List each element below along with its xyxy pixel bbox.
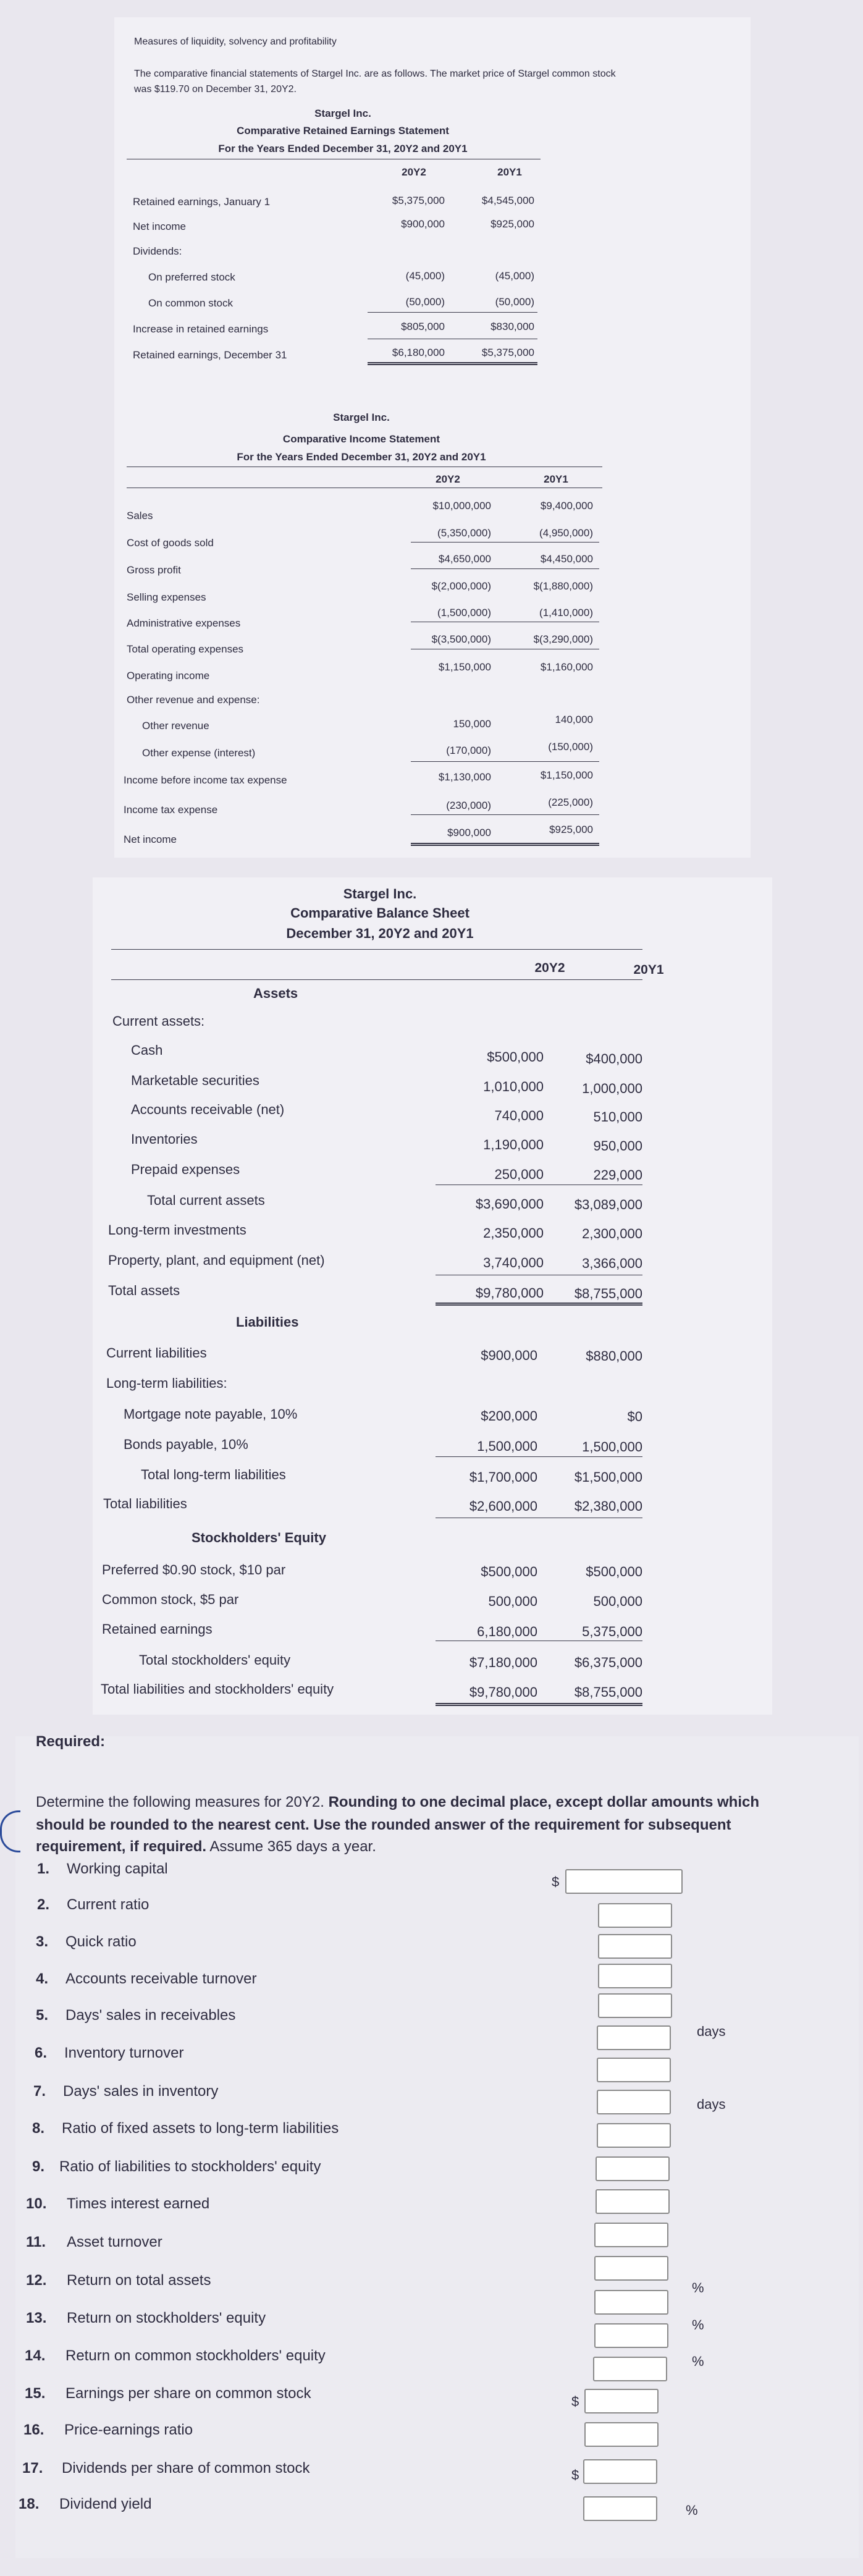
is-row-v2: $(1,880,000)	[533, 580, 593, 592]
is-rule	[411, 761, 599, 762]
bs-row-v1: 3,740,000	[483, 1255, 544, 1270]
bs-row-v2: 950,000	[593, 1138, 642, 1154]
bs-row-label: Total stockholders' equity	[139, 1652, 291, 1668]
is-row-label: Income before income tax expense	[124, 774, 287, 786]
bs-row-v1: $900,000	[481, 1348, 537, 1363]
bs-row-v1: 1,500,000	[477, 1438, 537, 1454]
bs-period: December 31, 20Y2 and 20Y1	[286, 926, 474, 941]
re-row-v1: (50,000)	[405, 296, 445, 308]
bs-company: Stargel Inc.	[343, 886, 417, 902]
re-double-rule	[368, 362, 537, 365]
bs-liabilities-heading: Liabilities	[236, 1314, 299, 1330]
is-row-label: Administrative expenses	[127, 617, 241, 629]
is-row-label: Sales	[127, 510, 153, 522]
is-row-v2: (225,000)	[548, 796, 593, 808]
bs-row-v2: 1,000,000	[582, 1081, 642, 1096]
required-instructions-line1	[36, 1795, 759, 1810]
bs-row-v2: $880,000	[586, 1348, 642, 1364]
bs-row-v1: $3,690,000	[475, 1196, 544, 1212]
return-common-equity-input[interactable]	[594, 2290, 668, 2315]
req-label: Dividend yield	[59, 2496, 152, 2512]
is-double-rule	[411, 843, 599, 846]
bs-row-label: Total liabilities and stockholders' equity	[101, 1681, 334, 1697]
re-row-label: On preferred stock	[148, 271, 235, 283]
is-row-label: Cost of goods sold	[127, 537, 214, 549]
bs-row-v1: 740,000	[494, 1108, 544, 1123]
req-label: Current ratio	[67, 1896, 149, 1913]
bs-row-v2: 1,500,000	[582, 1439, 642, 1455]
req-label: Return on stockholders' equity	[67, 2310, 266, 2326]
bs-row-label: Inventories	[131, 1131, 198, 1147]
times-interest-earned-input[interactable]	[596, 2156, 670, 2181]
is-row-v1: $(2,000,000)	[431, 580, 491, 592]
liabilities-equity-ratio-input[interactable]	[597, 2123, 671, 2148]
req-label: Return on common stockholders' equity	[65, 2347, 326, 2364]
req-number: 15.	[25, 2385, 46, 2402]
is-row-v2: $1,150,000	[540, 769, 593, 781]
req-number: 17.	[22, 2460, 43, 2477]
re-subtotal-rule	[368, 312, 537, 313]
re-title: Comparative Retained Earnings Statement	[237, 125, 449, 137]
required-instructions-line3	[36, 1839, 376, 1854]
bs-row-v2: $6,375,000	[574, 1655, 642, 1670]
req-label: Dividends per share of common stock	[62, 2460, 310, 2477]
is-row-v2: 140,000	[555, 714, 593, 725]
bs-row-label: Current liabilities	[106, 1345, 207, 1361]
bs-row-v2: $8,755,000	[574, 1684, 642, 1700]
is-row-v1: $(3,500,000)	[431, 633, 491, 645]
bs-rule	[436, 1456, 642, 1457]
req-prefix: $	[571, 2467, 579, 2483]
bs-row-label: Mortgage note payable, 10%	[124, 1406, 298, 1422]
bs-row-label: Total assets	[108, 1283, 180, 1298]
is-row-v1: (170,000)	[446, 745, 491, 756]
bs-row-v1: $500,000	[487, 1049, 544, 1065]
req-label: Asset turnover	[67, 2234, 162, 2250]
eps-common-input[interactable]	[594, 2323, 668, 2348]
is-row-v2: (1,410,000)	[539, 607, 593, 619]
req-suffix: %	[692, 2317, 704, 2333]
re-row-v1: $6,180,000	[392, 347, 445, 358]
bs-assets-heading: Assets	[253, 986, 298, 1001]
required-instructions-line2: should be rounded to the nearest cent. Use the rounded answer of the requirement for subsequent	[36, 1817, 731, 1833]
bs-double-rule	[436, 1703, 642, 1706]
is-period: For the Years Ended December 31, 20Y2 and 20Y1	[237, 451, 486, 463]
bs-row-v2: $8,755,000	[574, 1286, 642, 1301]
bs-row-v1: $1,700,000	[469, 1469, 537, 1485]
is-row-v1: $1,130,000	[438, 771, 491, 783]
bs-row-v1: 6,180,000	[477, 1624, 537, 1639]
is-row-v2: $925,000	[549, 824, 593, 835]
bs-row-v1: $7,180,000	[469, 1655, 537, 1670]
re-col2-header: 20Y1	[497, 166, 522, 178]
required-heading: Required:	[36, 1733, 106, 1750]
req-suffix: days	[697, 2024, 726, 2039]
bs-row-v1: 2,350,000	[483, 1225, 544, 1241]
bs-row-label: Cash	[131, 1042, 163, 1058]
req-label: Price-earnings ratio	[64, 2422, 193, 2438]
bs-long-term-label: Long-term liabilities:	[106, 1375, 227, 1391]
price-earnings-amount-input[interactable]	[584, 2422, 659, 2447]
dividend-yield-input[interactable]	[583, 2496, 657, 2521]
req-number: 13.	[26, 2310, 47, 2326]
bs-title: Comparative Balance Sheet	[290, 905, 469, 921]
req-label: Working capital	[67, 1860, 168, 1877]
req-label: Accounts receivable turnover	[65, 1970, 257, 1987]
bs-header-rule	[111, 949, 642, 950]
is-row-label: Total operating expenses	[127, 643, 244, 655]
bs-row-label: Total long-term liabilities	[141, 1467, 286, 1482]
is-title: Comparative Income Statement	[282, 433, 440, 445]
quick-ratio-input[interactable]	[598, 1934, 672, 1959]
req-number: 4.	[36, 1970, 49, 1987]
bs-col-rule	[111, 979, 642, 980]
is-row-v2: $4,450,000	[540, 553, 593, 565]
eps-common-amount-input[interactable]	[584, 2389, 659, 2413]
re-col1-header: 20Y2	[402, 166, 426, 178]
re-row-label: On common stock	[148, 297, 233, 309]
req-label: Earnings per share on common stock	[65, 2385, 311, 2402]
re-row-v2: $830,000	[490, 321, 534, 332]
re-row-v1: $805,000	[401, 321, 445, 332]
re-row-v2: $5,375,000	[481, 347, 534, 358]
req-number: 11.	[26, 2234, 46, 2250]
fixed-assets-ratio-input[interactable]	[597, 2090, 671, 2114]
req-number: 1.	[37, 1860, 50, 1877]
req-suffix: days	[697, 2097, 726, 2112]
bs-row-v1: $9,780,000	[475, 1285, 544, 1301]
bs-current-assets-label: Current assets:	[112, 1013, 205, 1029]
is-row-v2: $1,160,000	[540, 661, 593, 673]
is-row-label: Net income	[124, 834, 177, 845]
req-number: 14.	[25, 2347, 46, 2364]
bs-row-v2: $500,000	[586, 1564, 642, 1579]
re-row-v1: (45,000)	[405, 270, 445, 282]
bs-row-label: Bonds payable, 10%	[124, 1437, 248, 1452]
re-company: Stargel Inc.	[314, 108, 371, 119]
intro-title: Measures of liquidity, solvency and profitability	[134, 36, 337, 47]
req-number: 2.	[37, 1896, 50, 1913]
bs-row-v1: $9,780,000	[469, 1684, 537, 1700]
is-row-label: Selling expenses	[127, 591, 206, 603]
re-row-label: Increase in retained earnings	[133, 323, 269, 335]
bs-row-v2: 229,000	[593, 1167, 642, 1183]
bs-row-v1: 1,010,000	[483, 1079, 544, 1094]
asset-turnover-input[interactable]	[596, 2189, 670, 2214]
req-number: 12.	[26, 2272, 47, 2289]
bs-row-v2: $2,380,000	[574, 1498, 642, 1514]
is-company: Stargel Inc.	[333, 412, 390, 423]
req-label: Times interest earned	[67, 2195, 210, 2212]
instr-plain: Determine the following measures for 20Y2.	[36, 1794, 329, 1810]
req-number: 8.	[32, 2120, 45, 2137]
req-number: 16.	[23, 2422, 44, 2438]
bs-row-label: Long-term investments	[108, 1222, 246, 1238]
bs-double-rule	[436, 1303, 642, 1306]
is-rule	[411, 542, 599, 543]
is-row-v1: $1,150,000	[438, 661, 491, 673]
req-label: Quick ratio	[65, 1933, 137, 1950]
bs-row-label: Common stock, $5 par	[102, 1592, 239, 1607]
req-suffix: %	[686, 2502, 698, 2518]
ar-turnover-input[interactable]	[598, 1964, 672, 1988]
bs-row-v2: $3,089,000	[574, 1197, 642, 1212]
is-row-label: Income tax expense	[124, 804, 218, 816]
re-row-v1: $5,375,000	[392, 195, 445, 206]
is-row-v2: (150,000)	[548, 741, 593, 753]
bs-row-v2: $1,500,000	[574, 1469, 642, 1485]
bs-row-label: Retained earnings	[102, 1621, 213, 1637]
bs-row-label: Marketable securities	[131, 1073, 259, 1088]
bs-row-label: Total current assets	[147, 1193, 265, 1208]
return-total-assets-input[interactable]	[594, 2223, 668, 2247]
bs-col1-header: 20Y2	[534, 961, 565, 975]
is-row-label: Other expense (interest)	[142, 747, 256, 759]
return-stockholders-equity-input[interactable]	[594, 2256, 668, 2281]
is-row-label: Gross profit	[127, 564, 181, 576]
is-row-v1: 150,000	[453, 718, 491, 730]
req-number: 6.	[35, 2045, 48, 2061]
bs-row-v2: $0	[627, 1409, 642, 1424]
is-row-label: Other revenue	[142, 720, 209, 732]
bs-row-v1: $200,000	[481, 1408, 537, 1424]
is-row-v2: (4,950,000)	[539, 527, 593, 539]
bs-equity-heading: Stockholders' Equity	[192, 1530, 326, 1545]
intro-text-line1: The comparative financial statements of Stargel Inc. are as follows. The market price of Stargel common stock	[134, 69, 616, 79]
current-ratio-input[interactable]	[598, 1903, 672, 1928]
is-col2-header: 20Y1	[544, 473, 568, 485]
re-dividends-label: Dividends:	[133, 245, 182, 257]
re-row-label: Retained earnings, December 31	[133, 349, 287, 361]
is-row-v2: $9,400,000	[540, 500, 593, 512]
bs-row-label: Accounts receivable (net)	[131, 1102, 285, 1117]
re-row-v1: $900,000	[401, 218, 445, 230]
req-number: 10.	[26, 2195, 47, 2212]
is-row-v1: (1,500,000)	[437, 607, 491, 619]
bs-row-label: Preferred $0.90 stock, $10 par	[102, 1562, 286, 1577]
req-number: 18.	[19, 2496, 40, 2512]
instr-bold: requirement, if required.	[36, 1838, 207, 1855]
re-row-v2: $925,000	[490, 218, 534, 230]
bs-row-v2: 2,300,000	[582, 1226, 642, 1241]
req-label: Inventory turnover	[64, 2045, 184, 2061]
req-suffix: %	[692, 2280, 704, 2295]
req-number: 7.	[33, 2083, 46, 2100]
is-row-v1: $10,000,000	[432, 500, 491, 512]
price-earnings-input[interactable]	[593, 2357, 667, 2381]
is-rule	[411, 568, 599, 569]
bs-row-v2: $400,000	[586, 1051, 642, 1066]
bs-row-v1: 500,000	[488, 1594, 537, 1609]
req-label: Ratio of fixed assets to long-term liabilities	[62, 2120, 339, 2137]
bs-row-v1: $2,600,000	[469, 1498, 537, 1514]
selection-indicator	[0, 1810, 20, 1852]
is-rule	[411, 814, 599, 815]
re-row-v2: (50,000)	[495, 296, 534, 308]
req-label: Days' sales in inventory	[63, 2083, 219, 2100]
instr-bold: Rounding to one decimal place, except dollar amounts which	[328, 1794, 760, 1810]
is-row-v1: $4,650,000	[438, 553, 491, 565]
bs-row-v1: $500,000	[481, 1564, 537, 1579]
req-number: 9.	[32, 2158, 45, 2175]
bs-row-v2: 510,000	[593, 1109, 642, 1125]
bs-col2-header: 20Y1	[633, 963, 664, 977]
days-sales-receivables-input[interactable]	[598, 1993, 672, 2018]
bs-row-v2: 500,000	[593, 1594, 642, 1609]
is-row-label: Operating income	[127, 670, 210, 682]
days-sales-inventory-input[interactable]	[597, 2058, 671, 2082]
re-period: For the Years Ended December 31, 20Y2 and 20Y1	[218, 143, 468, 154]
inventory-turnover-input[interactable]	[597, 2025, 671, 2050]
bs-row-label: Total liabilities	[103, 1496, 187, 1511]
re-row-label: Retained earnings, January 1	[133, 196, 271, 208]
working-capital-input[interactable]	[565, 1869, 683, 1894]
bs-row-label: Prepaid expenses	[131, 1162, 240, 1177]
bs-row-v2: 3,366,000	[582, 1256, 642, 1271]
instr-plain: Assume 365 days a year.	[206, 1838, 376, 1855]
req-prefix: $	[552, 1874, 560, 1890]
dividends-per-share-input[interactable]	[583, 2459, 657, 2484]
bs-row-v2: 5,375,000	[582, 1624, 642, 1639]
bs-row-v1: 1,190,000	[483, 1137, 544, 1152]
intro-text-line2: was $119.70 on December 31, 20Y2.	[134, 84, 297, 95]
req-label: Return on total assets	[67, 2272, 211, 2289]
is-row-v2: $(3,290,000)	[533, 633, 593, 645]
is-col1-header: 20Y2	[436, 473, 460, 485]
req-prefix: $	[571, 2394, 579, 2409]
bs-row-v1: 250,000	[494, 1167, 544, 1182]
req-suffix: %	[692, 2354, 704, 2369]
req-number: 5.	[36, 2007, 49, 2024]
is-other-heading: Other revenue and expense:	[127, 694, 260, 706]
bs-row-label: Property, plant, and equipment (net)	[108, 1252, 325, 1268]
is-row-v1: (5,350,000)	[437, 527, 491, 539]
re-row-v2: (45,000)	[495, 270, 534, 282]
is-row-v1: $900,000	[447, 827, 491, 838]
req-number: 3.	[36, 1933, 49, 1950]
req-label: Days' sales in receivables	[65, 2007, 236, 2024]
re-row-v2: $4,545,000	[481, 195, 534, 206]
re-row-label: Net income	[133, 221, 186, 232]
req-label: Ratio of liabilities to stockholders' equity	[59, 2158, 321, 2175]
is-row-v1: (230,000)	[446, 800, 491, 811]
